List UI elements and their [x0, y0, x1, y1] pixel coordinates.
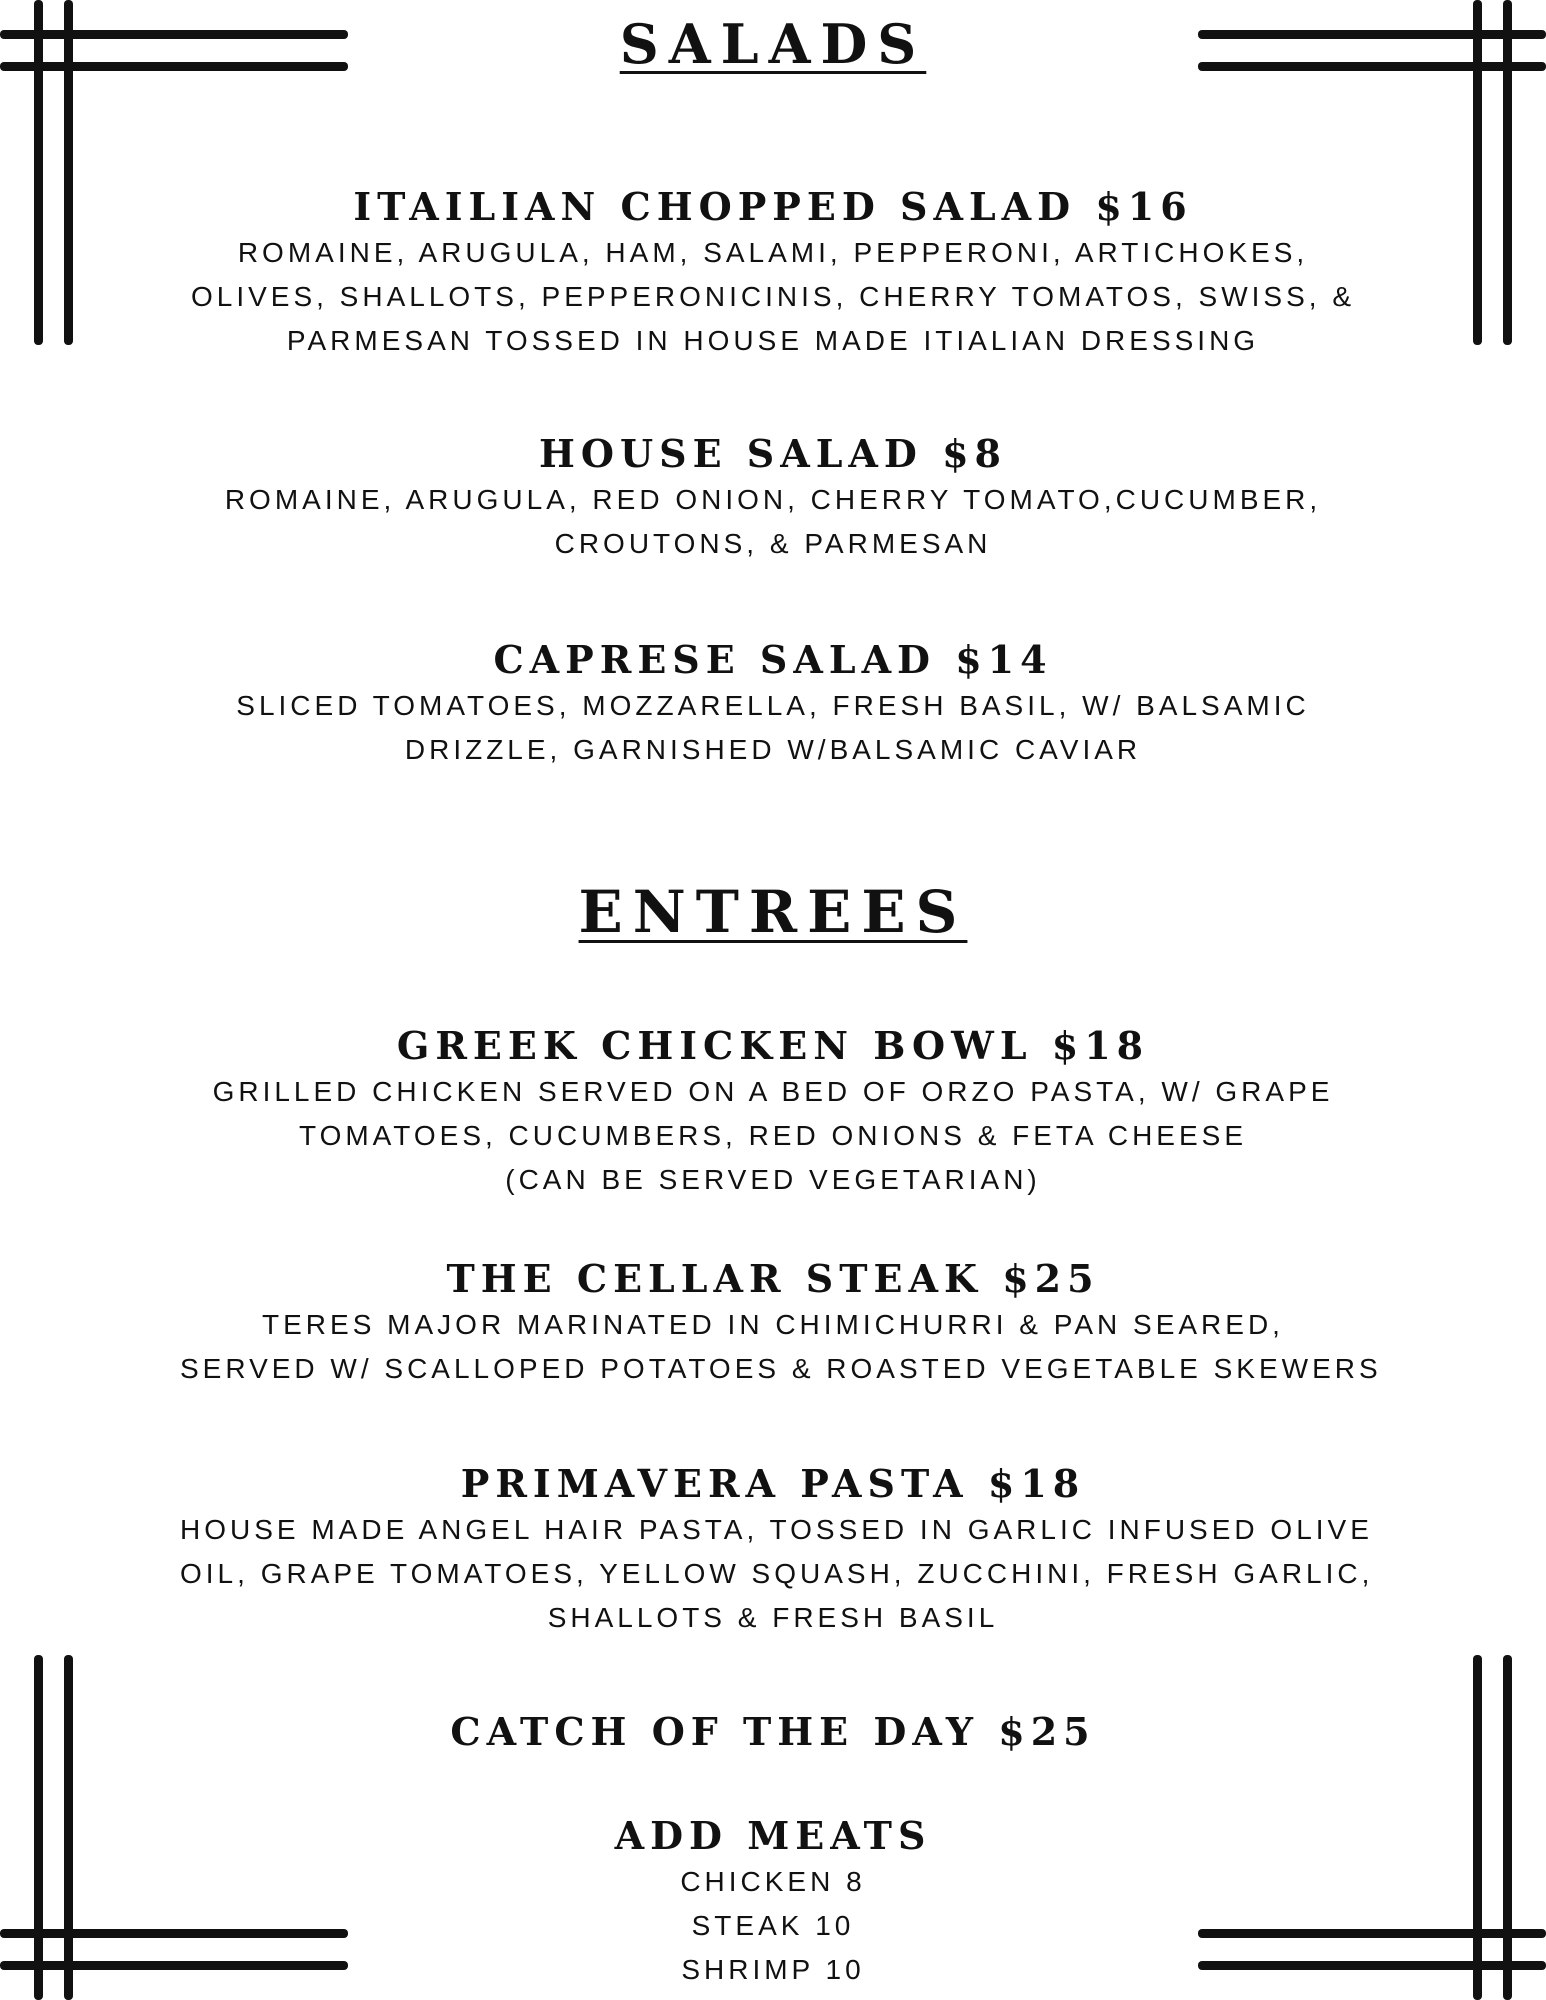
description-line: OLIVES, SHALLOTS, PEPPERONICINIS, CHERRY TOMATOS, SWISS, & — [190, 281, 1356, 312]
item-description — [180, 478, 1366, 566]
item-description — [180, 1303, 1382, 1391]
entrees-heading: ENTREES — [578, 878, 968, 946]
description-line: GRILLED CHICKEN SERVED ON A BED OF ORZO PASTA, W/ GRAPE — [212, 1076, 1334, 1107]
add-meat-option: SHRIMP 10 — [681, 1954, 865, 1985]
description-line: ROMAINE, ARUGULA, HAM, SALAMI, PEPPERONI, ARTICHOKES, — [237, 237, 1309, 268]
menu-item-primavera-pasta — [180, 1460, 1374, 1640]
salads-heading: SALADS — [619, 12, 927, 76]
description-line: SHALLOTS & FRESH BASIL — [547, 1602, 999, 1633]
description-line: PARMESAN TOSSED IN HOUSE MADE ITIALIAN DRESSING — [286, 325, 1260, 356]
add-meat-option: CHICKEN 8 — [680, 1866, 866, 1897]
description-line: CROUTONS, & PARMESAN — [554, 528, 992, 559]
description-line: TERES MAJOR MARINATED IN CHIMICHURRI & PAN SEARED, — [262, 1309, 1284, 1340]
menu-item-catch-of-the-day — [180, 1708, 1366, 1756]
description-line: ROMAINE, ARUGULA, RED ONION, CHERRY TOMATO,CUCUMBER, — [224, 484, 1322, 515]
description-line: HOUSE MADE ANGEL HAIR PASTA, TOSSED IN GARLIC INFUSED OLIVE — [180, 1514, 1373, 1545]
item-name: ITAILIAN CHOPPED SALAD $16 — [353, 184, 1193, 229]
item-name: GREEK CHICKEN BOWL $18 — [396, 1023, 1150, 1068]
description-line: SLICED TOMATOES, MOZZARELLA, FRESH BASIL, W/ BALSAMIC — [236, 690, 1310, 721]
description-line: DRIZZLE, GARNISHED W/BALSAMIC CAVIAR — [404, 734, 1142, 765]
add-meats-heading: ADD MEATS — [614, 1813, 932, 1858]
description-line: SERVED W/ SCALLOPED POTATOES & ROASTED VEGETABLE SKEWERS — [180, 1353, 1382, 1384]
menu-item-house-salad — [180, 430, 1366, 566]
menu-item-greek-chicken-bowl — [180, 1022, 1366, 1202]
add-meat-option: STEAK 10 — [691, 1910, 855, 1941]
item-name: PRIMAVERA PASTA $18 — [460, 1461, 1086, 1506]
item-name: CAPRESE SALAD $14 — [493, 637, 1053, 682]
item-description — [180, 231, 1366, 363]
menu-item-caprese-salad — [180, 636, 1366, 772]
description-line: OIL, GRAPE TOMATOES, YELLOW SQUASH, ZUCCHINI, FRESH GARLIC, — [180, 1558, 1374, 1589]
item-name: THE CELLAR STEAK $25 — [446, 1256, 1100, 1301]
menu-item-italian-chopped-salad — [180, 183, 1366, 363]
menu-item-cellar-steak — [180, 1255, 1382, 1391]
add-meats-section — [180, 1812, 1366, 1992]
add-meats-options — [180, 1860, 1366, 1992]
description-line: TOMATOES, CUCUMBERS, RED ONIONS & FETA CHEESE — [298, 1120, 1248, 1151]
description-line: (CAN BE SERVED VEGETARIAN) — [505, 1164, 1041, 1195]
item-description — [180, 1070, 1366, 1202]
item-name: CATCH OF THE DAY $25 — [450, 1709, 1096, 1754]
item-description — [180, 684, 1366, 772]
item-name: HOUSE SALAD $8 — [539, 431, 1007, 476]
item-description — [180, 1508, 1374, 1640]
